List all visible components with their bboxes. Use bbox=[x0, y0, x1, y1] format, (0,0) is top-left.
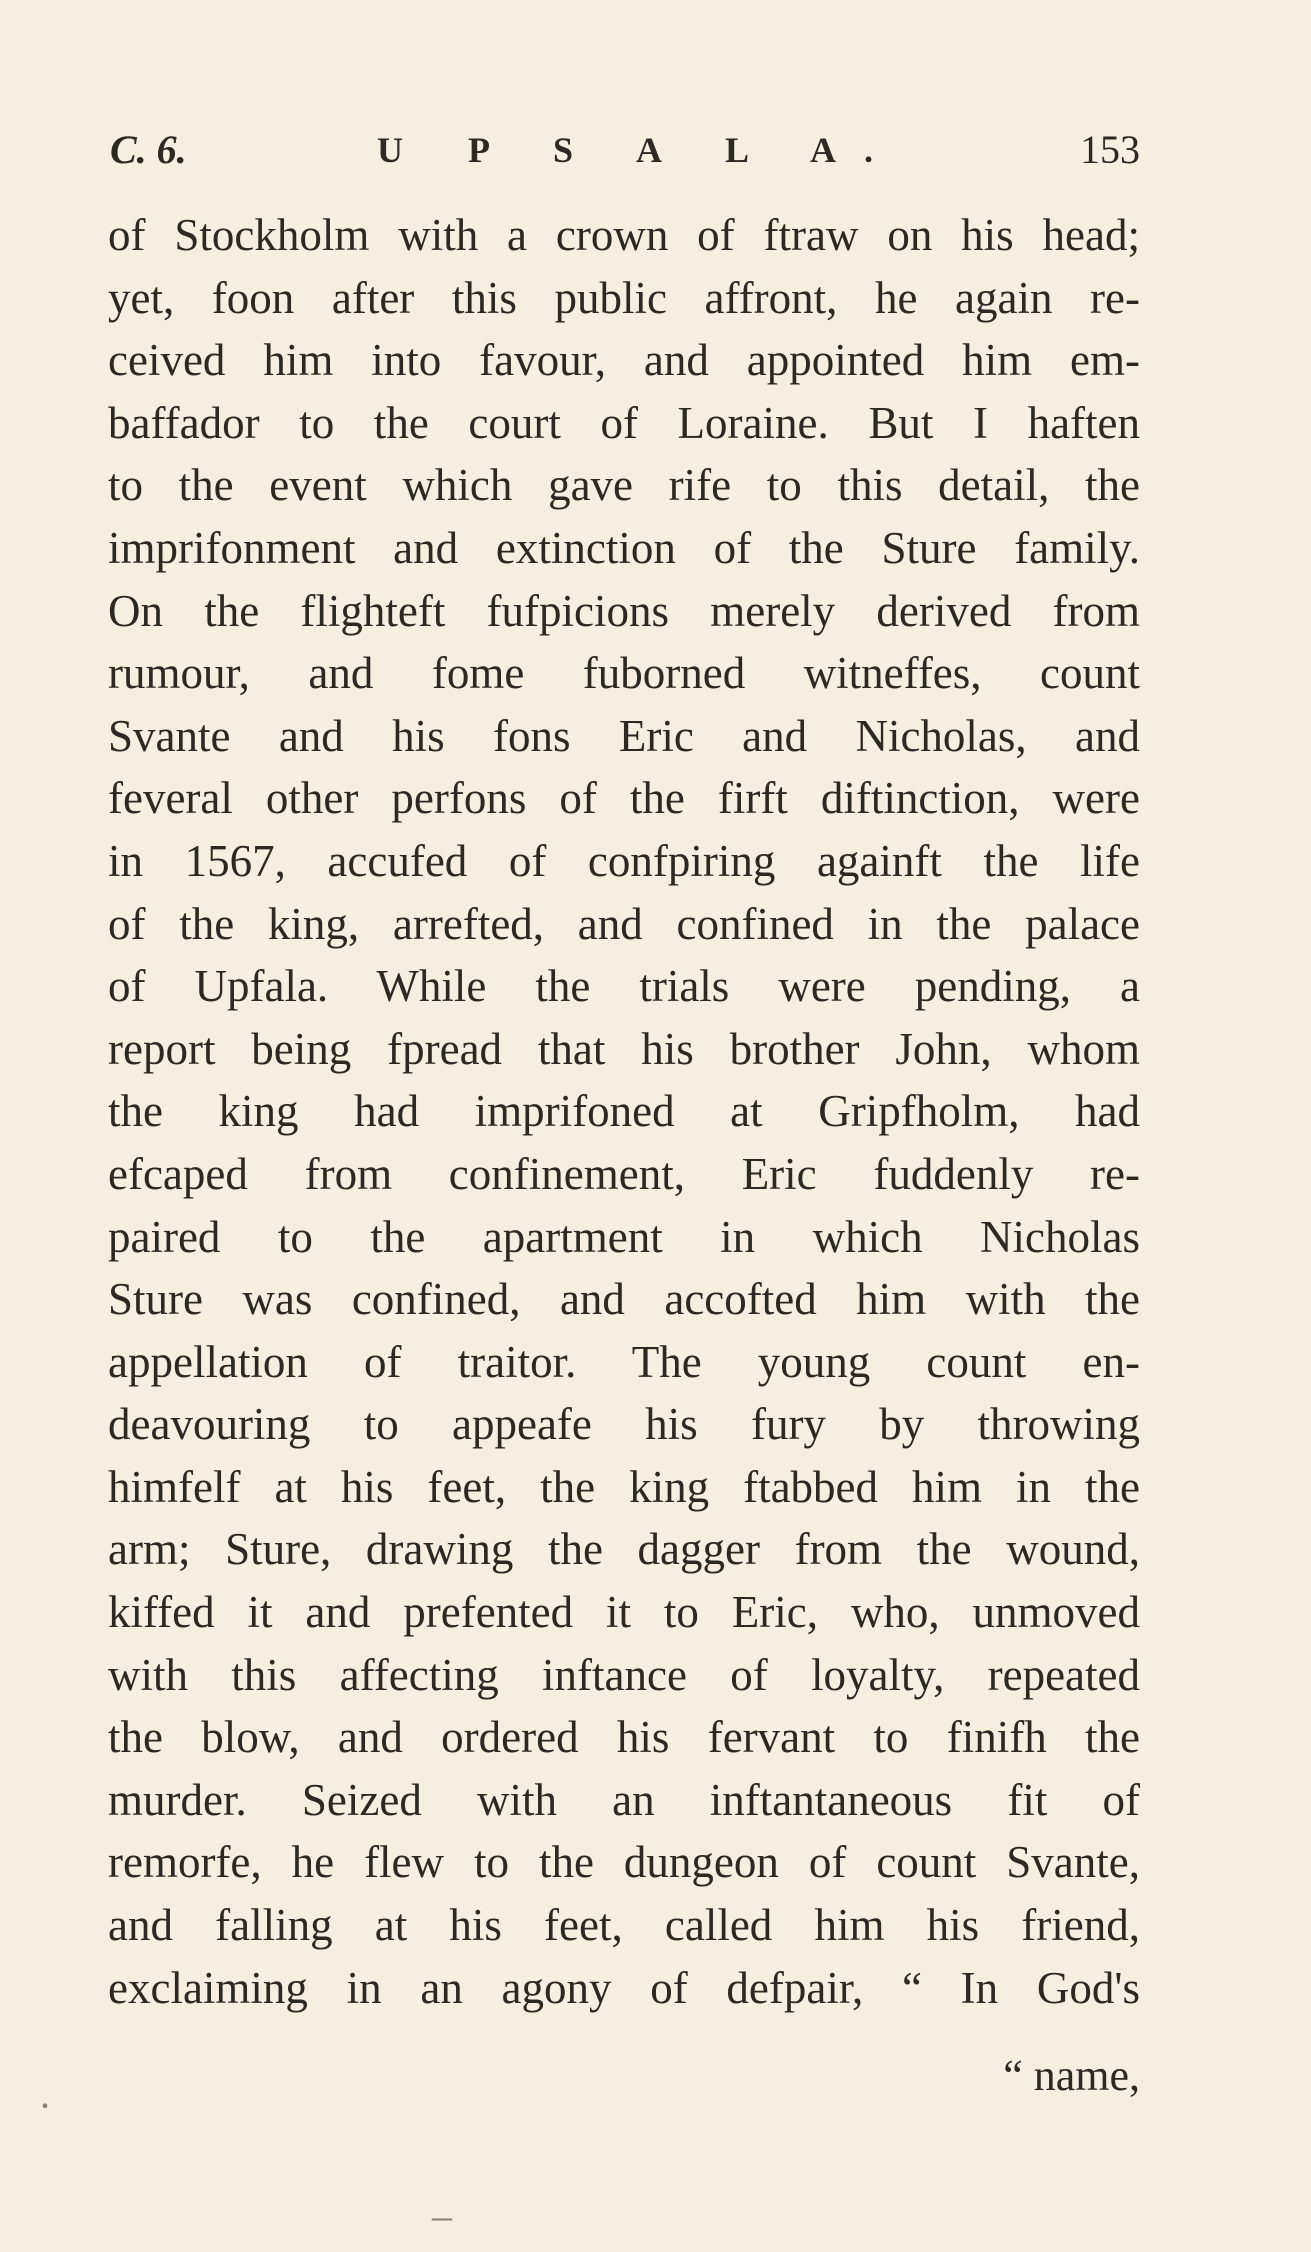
text-line: to the event which gave rife to this detail, the bbox=[108, 460, 1140, 511]
chapter-marker: C. 6. bbox=[110, 127, 187, 172]
text-line: the blow, and ordered his fervant to finifh the bbox=[108, 1712, 1140, 1763]
text-line: On the flighteft fufpicions merely derived from bbox=[108, 585, 1140, 636]
text-line: arm; Sture, drawing the dagger from the wound, bbox=[108, 1524, 1140, 1575]
text-line: Sture was confined, and accofted him with the bbox=[108, 1274, 1140, 1325]
text-line: deavouring to appeafe his fury by throwing bbox=[108, 1399, 1140, 1450]
text-line: rumour, and fome fuborned witneffes, count bbox=[108, 648, 1140, 699]
body-text bbox=[108, 204, 1140, 2019]
text-line: ceived him into favour, and appointed him em- bbox=[108, 335, 1140, 386]
text-line: imprifonment and extinction of the Sture family. bbox=[108, 522, 1140, 573]
text-line: feveral other perfons of the firft diftinction, were bbox=[108, 773, 1140, 824]
text-line: and falling at his feet, called him his friend, bbox=[108, 1900, 1140, 1951]
text-line: efcaped from confinement, Eric fuddenly re- bbox=[108, 1148, 1140, 1199]
margin-tick-mark: ∙ bbox=[40, 2083, 50, 2128]
text-line: paired to the apartment in which Nicholas bbox=[108, 1211, 1140, 1262]
catchword: “ name, bbox=[1003, 2051, 1140, 2100]
running-header bbox=[110, 120, 1140, 180]
text-line: himfelf at his feet, the king ftabbed him in the bbox=[108, 1461, 1140, 1512]
text-line: the king had imprifoned at Gripfholm, had bbox=[108, 1086, 1140, 1137]
text-line: appellation of traitor. The young count en- bbox=[108, 1336, 1140, 1387]
text-line: kiffed it and prefented it to Eric, who, unmoved bbox=[108, 1587, 1140, 1638]
bottom-flourish-mark: – bbox=[432, 2193, 452, 2238]
text-line: in 1567, accufed of confpiring againft the life bbox=[108, 835, 1140, 886]
text-line: with this affecting inftance of loyalty, repeated bbox=[108, 1649, 1140, 1700]
text-line: baffador to the court of Loraine. But I haften bbox=[108, 397, 1140, 448]
text-line: of Upfala. While the trials were pending, a bbox=[108, 961, 1140, 1012]
text-line: of the king, arrefted, and confined in the palace bbox=[108, 898, 1140, 949]
text-line: yet, foon after this public affront, he again re- bbox=[108, 272, 1140, 323]
running-title: U P S A L A. bbox=[376, 130, 902, 170]
text-line: Svante and his fons Eric and Nicholas, and bbox=[108, 710, 1140, 761]
text-line: remorfe, he flew to the dungeon of count Svante, bbox=[108, 1837, 1140, 1888]
text-line: exclaiming in an agony of defpair, “ In God's bbox=[108, 1962, 1140, 2013]
text-line: murder. Seized with an inftantaneous fit of bbox=[108, 1774, 1140, 1825]
page-number: 153 bbox=[1080, 127, 1140, 172]
text-line: report being fpread that his brother John, whom bbox=[108, 1023, 1140, 1074]
text-line: of Stockholm with a crown of ftraw on his head; bbox=[108, 210, 1140, 260]
